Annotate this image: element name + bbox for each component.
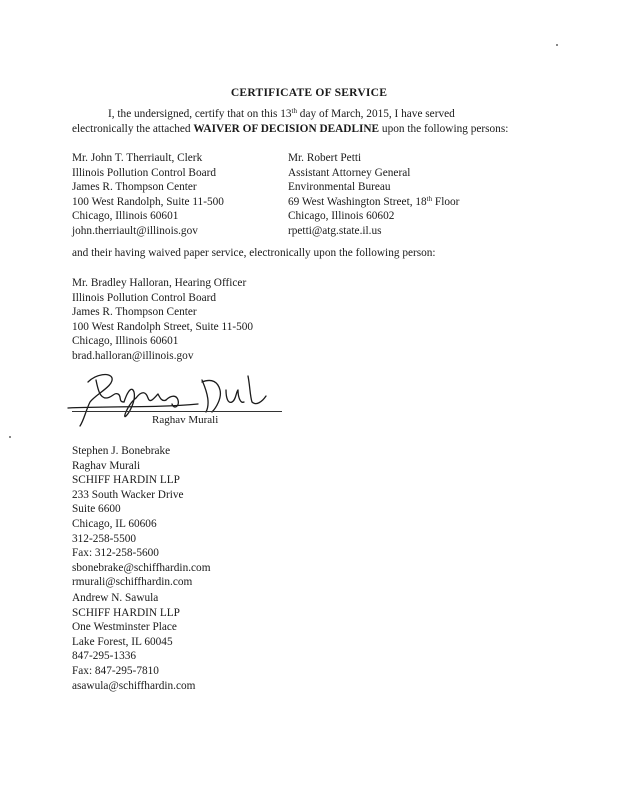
- address-line: Chicago, Illinois 60601: [72, 210, 179, 223]
- address-line: Illinois Pollution Control Board: [72, 291, 217, 304]
- address-line: Assistant Attorney General: [288, 166, 411, 179]
- contact-line: SCHIFF HARDIN LLP: [72, 606, 180, 619]
- address-line: Mr. Bradley Halloran, Hearing Officer: [72, 277, 247, 289]
- contact-line: SCHIFF HARDIN LLP: [72, 474, 180, 487]
- address-line: 100 West Randolph, Suite 11-500: [72, 195, 224, 208]
- address-line: Mr. John T. Therriault, Clerk: [72, 152, 203, 164]
- recipient-clerk: [72, 151, 224, 239]
- contact-line: Suite 6600: [72, 503, 121, 516]
- certification-text: day of March, 2015, I have served: [296, 108, 455, 120]
- certification-statement: [72, 107, 552, 136]
- document-name: WAIVER OF DECISION DEADLINE: [193, 122, 380, 135]
- address-line: Chicago, Illinois 60601: [72, 335, 179, 348]
- contact-line: Raghav Murali: [72, 459, 141, 472]
- certification-line-2: [72, 122, 552, 137]
- certification-text: electronically the attached: [72, 122, 194, 135]
- email-address: rmurali@schiffhardin.com: [72, 576, 193, 589]
- address-line: [288, 195, 459, 210]
- certification-text: upon the following persons:: [379, 122, 509, 135]
- floor-text: Floor: [432, 195, 460, 208]
- contact-line: 233 South Wacker Drive: [72, 488, 184, 501]
- email-address: john.therriault@illinois.gov: [72, 224, 198, 237]
- signer-contact-block: [72, 444, 211, 590]
- signature-name: Raghav Murali: [152, 414, 219, 426]
- contact-line: Stephen J. Bonebrake: [72, 445, 171, 457]
- contact-line: Lake Forest, IL 60045: [72, 635, 173, 648]
- contact-line: One Westminster Place: [72, 621, 177, 634]
- contact-line: Andrew N. Sawula: [72, 592, 159, 604]
- address-line: 100 West Randolph Street, Suite 11-500: [72, 320, 254, 333]
- scan-speck: [9, 436, 11, 438]
- scan-speck: [556, 44, 558, 46]
- document-title: CERTIFICATE OF SERVICE: [230, 86, 388, 99]
- fax-number: Fax: 312-258-5600: [72, 547, 159, 560]
- ordinal-suffix: th: [291, 107, 297, 115]
- recipient-attorney-general: [288, 151, 459, 239]
- phone-number: 312-258-5500: [72, 532, 137, 545]
- address-line: James R. Thompson Center: [72, 181, 197, 194]
- recipient-hearing-officer: [72, 276, 253, 364]
- address-line: Environmental Bureau: [288, 181, 391, 194]
- waived-service-statement: and their having waived paper service, electronically upon the following person:: [72, 247, 436, 259]
- signature-line: [72, 411, 282, 412]
- address-line: Chicago, Illinois 60602: [288, 210, 395, 223]
- certification-text: I, the undersigned, certify that on this 13: [108, 108, 292, 120]
- fax-number: Fax: 847-295-7810: [72, 664, 159, 677]
- address-line: Illinois Pollution Control Board: [72, 166, 217, 179]
- ordinal-suffix: th: [426, 194, 433, 203]
- address-line: Mr. Robert Petti: [288, 152, 362, 164]
- email-address: sbonebrake@schiffhardin.com: [72, 561, 211, 574]
- certification-line-1: [72, 107, 552, 122]
- street-text: 69 West Washington Street, 18: [288, 195, 427, 208]
- email-address: asawula@schiffhardin.com: [72, 679, 196, 692]
- address-line: James R. Thompson Center: [72, 306, 197, 319]
- phone-number: 847-295-1336: [72, 650, 137, 663]
- email-address: brad.halloran@illinois.gov: [72, 349, 194, 362]
- email-address: rpetti@atg.state.il.us: [288, 224, 382, 237]
- co-counsel-contact-block: [72, 591, 195, 693]
- contact-line: Chicago, IL 60606: [72, 517, 157, 530]
